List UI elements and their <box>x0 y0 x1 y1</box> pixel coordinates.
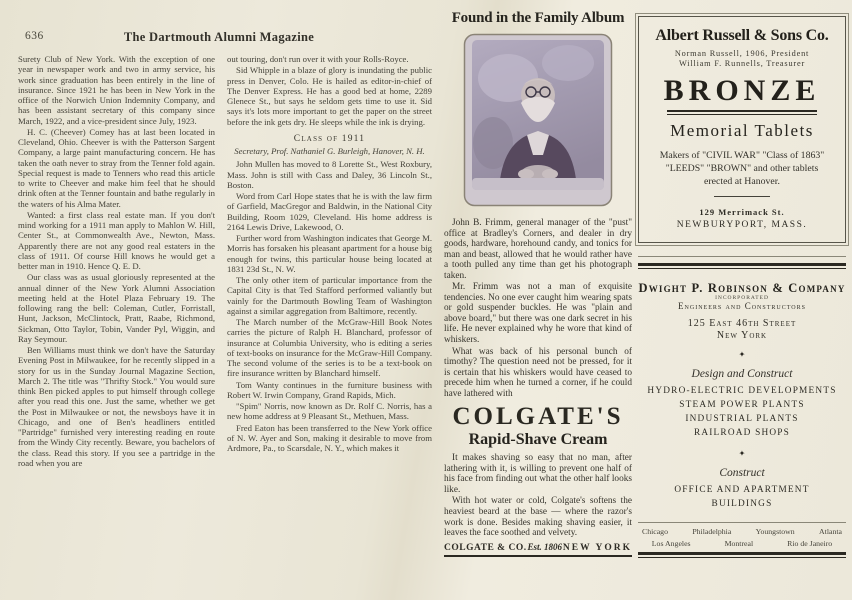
paragraph: Surety Club of New York. With the exception of one year in newspaper work and two in army service, his work since graduation has been entirely in the line of insurance. Since 1921 he has been in New York in the office of the Norwich Union Indemnity Company, and has been assistant secretary of this company since March, 1922, and a vice-president since July, 1923. <box>18 54 215 126</box>
robinson-advertisement <box>638 281 846 558</box>
bearded-man-portrait-illustration <box>463 33 613 207</box>
construct-label: Construct <box>719 467 765 479</box>
paragraph: Fred Eaton has been transferred to the New York office of N. W. Ayer and Son, making it desirable to move from Ardmore, Pa., to Scarsdale, N. Y., which makes it <box>227 422 432 453</box>
thick-divider-rule <box>638 552 846 558</box>
officer-line: Norman Russell, 1906, President <box>674 49 810 58</box>
city-label: Atlanta <box>819 527 842 536</box>
officer-line: William F. Runnells, Treasurer <box>678 59 806 68</box>
paragraph: H. C. (Cheever) Comey has at last been located in Cleveland, Ohio. Cheever is with the Patterson Sargent Company, a large paint manufacturing concern. He has taken the oath never to stray from the Tenner fold again. Special request is made to Tenners who read this article to write to Cheever and make him feel that he should drink often at the Tenner fountain and bathe regularly in the waters of his Alma Mater. <box>18 126 215 209</box>
design-construct-label: Design and Construct <box>691 368 793 380</box>
colgate-footer <box>444 542 632 553</box>
tagline: Engineers and Constructors <box>678 301 806 311</box>
paragraph: The March number of the McGraw-Hill Book Notes carries the picture of Ralph H. Blanchard, professor of insurance at Columbia University, who is editing a series of text-books on insurance for the McGraw-Hill Company. The second volume of the series is to be a text-book on fire insurance written by Blanchard himself. <box>227 317 432 379</box>
product-headline: BRONZE <box>663 74 821 107</box>
service-item: HYDRO-ELECTRIC DEVELOPMENTS <box>647 386 837 396</box>
column-2 <box>227 54 432 469</box>
paragraph: out touring, don't run over it with your Rolls-Royce. <box>227 54 409 64</box>
cities-row <box>638 539 846 548</box>
page-number: 636 <box>25 30 44 42</box>
street-address: 129 Merrimack St. <box>699 207 785 217</box>
established-date: Est. 1806 <box>527 541 563 552</box>
city-label: Philadelphia <box>692 527 732 536</box>
paragraph: The only other item of particular importance from the Capital City is that Ted Stafford performed valiantly but vainly for the Dartmouth Bowling Team of Washington against a similar aggregation from Baltimore, recently. <box>227 275 432 316</box>
ad-body-copy: Makers of "CIVIL WAR" "Class of 1863" "LEEDS" "BROWN" and other tablets erected at Hanover. <box>659 150 825 187</box>
colgate-wordmark: COLGATE'S <box>452 403 624 431</box>
city-address: NEWBURYPORT, MASS. <box>676 220 808 230</box>
column-1 <box>18 54 215 469</box>
class-secretary-line: Secretary, Prof. Nathaniel G. Burleigh, Hanover, N. H. <box>234 146 425 156</box>
street-address: 125 East 46th Street <box>687 318 797 329</box>
ad-headline: Found in the Family Album <box>451 10 625 26</box>
right-ad-column <box>638 16 846 592</box>
footer-rule <box>444 555 632 557</box>
service-item: RAILROAD SHOPS <box>693 428 791 438</box>
paragraph: Sid Whipple in a blaze of glory is inundating the public press in Denver, Colo. He is hailed as editor-in-chief of The Denver Express. He has a good bed at home, 2289 Glenece St., but says he seldom gets time to use it. Sid says it's lots more important to get the paper on the street before the ink gets dry. He sleeps while the ink is drying. <box>227 65 432 127</box>
product-subheadline: Memorial Tablets <box>670 121 814 140</box>
diamond-separator-icon: ✦ <box>738 449 746 458</box>
double-rule <box>667 110 817 115</box>
thin-divider-rule <box>638 256 846 257</box>
office-cities <box>638 527 846 548</box>
cities-row <box>638 527 846 536</box>
ad-body-copy-2 <box>444 453 632 538</box>
incorporated-label: INCORPORATED <box>715 295 769 301</box>
city-label: Los Angeles <box>651 539 691 548</box>
paragraph: John Mullen has moved to 8 Lorette St., West Roxbury, Mass. John is still with Cass and Daley, 36 Lincoln St., Boston. <box>227 159 432 190</box>
page-header <box>0 30 438 48</box>
short-rule <box>714 196 770 197</box>
paragraph: With hot water or cold, Colgate's softens the heaviest beard at the base — where the razor's work is done. Besides making shaving easier, it leaves the face soothed and velvety. <box>444 496 632 539</box>
company-city: NEW YORK <box>562 542 632 553</box>
advertiser-name: Albert Russell & Sons Co. <box>655 27 829 44</box>
product-name: Rapid-Shave Cream <box>468 431 608 449</box>
magazine-title: The Dartmouth Alumni Magazine <box>123 30 315 44</box>
service-item: INDUSTRIAL PLANTS <box>685 414 799 424</box>
paragraph: It makes shaving so easy that no man, after lathering with it, is willing to prevent one half of his face from finding out what the other half looks like. <box>444 453 632 495</box>
paragraph: Mr. Frimm was not a man of exquisite tendencies. No one ever caught him wearing spats or gold suspender buckles. He was "plain and above board," but there was one dark secret in his life. He never explained why he wore that kind of whiskers. <box>444 282 632 346</box>
city-label: Rio de Janeiro <box>787 539 833 548</box>
paragraph: John B. Frimm, general manager of the "pust" office at Bradley's Corners, and dealer in dry goods, hardware, horehound candy, and tonics for man and beast, allowed that he would rather have a tooth pulled any time than get his photograph taken. <box>444 218 632 281</box>
diamond-separator-icon: ✦ <box>738 350 746 359</box>
paragraph: What was back of his personal bunch of timothy? The question need not be pressed, for it is certain that his whiskers would have ceased to precede him when he turned a corner, if he could have lathered with <box>444 346 632 399</box>
paragraph: "Spim" Norris, now known as Dr. Rolf C. Norris, has a new home address at 9 Pleasant St., Methuen, Mass. <box>227 401 432 422</box>
ad-body-copy <box>444 218 632 399</box>
city-label: Chicago <box>642 527 668 536</box>
service-item: OFFICE AND APARTMENT BUILDINGS <box>674 485 810 509</box>
service-item: STEAM POWER PLANTS <box>679 400 805 410</box>
thick-divider-rule <box>638 263 846 269</box>
portrait-photo <box>463 33 613 212</box>
thin-divider-rule <box>638 522 846 523</box>
text-columns <box>18 54 432 469</box>
city-label: Youngstown <box>755 527 795 536</box>
company-name: COLGATE & CO. <box>444 542 527 553</box>
paragraph: Tom Wanty continues in the furniture business with Robert W. Irwin Company, Grand Rapids, Mich. <box>227 379 432 400</box>
russell-advertisement <box>638 16 846 243</box>
class-of-1911-heading: Class of 1911 <box>293 133 366 144</box>
paragraph: Our class was as usual gloriously represented at the annual dinner of the New York Alumni Association meeting held at the Hotel Plaza February 19. The following rang the bell: Coleman, Cutler, Forristall, Hunt, Jackson, McClintock, Pratt, Raabe, Richmond, Sickman, Otto Taylor, Tobin, Vander Pyl, Wiggin, and Ray Seymour. <box>18 272 215 344</box>
paragraph: Ben Williams must think we don't have the Saturday Evening Post in Milwaukee, for he recently slipped in a story for us in the Sunday Journal Magazine Section, March 2. The title was "Thrifty Stock." You would sure think Ben picked apples to put himself through college after you read this one. Just the same, whether we get the Post in Milwaukee or not, the newsboys have it in Chicago, and one of Ben's headliners entitled "Partridge" furnished very interesting reading en route from the Windy City recently. Beware, you bachelors of the class. Read this story. If you see a partridge in the road when you are <box>18 345 215 468</box>
paragraph: Word from Carl Hope states that he is with the law firm of Garfield, MacGregor and Baldwin, in the National City Building, Room 1029, Cleveland. His home address is 2164 Lewis Drive, Lakewood, O. <box>227 191 432 232</box>
paragraph: Further word from Washington indicates that George M. Morris has forsaken his pleasant apartment for a house big enough for twins, this particular house being located at 1831 23d St., N. W. <box>227 233 432 274</box>
paragraph: Wanted: a first class real estate man. If you don't mind working for a 1911 man apply to Mahlon W. Hill, Center St., at Commonwealth Ave., Newton, Mass. Apparently there are not any good real estaters in the class of 1911. Of course Hill knows he would get a better man in 1910. Hence Q. E. D. <box>18 209 215 271</box>
city-address: New York <box>716 330 768 341</box>
city-label: Montreal <box>724 539 754 548</box>
colgate-advertisement <box>444 8 632 600</box>
advertiser-name: Dwight P. Robinson & Company <box>638 281 846 295</box>
